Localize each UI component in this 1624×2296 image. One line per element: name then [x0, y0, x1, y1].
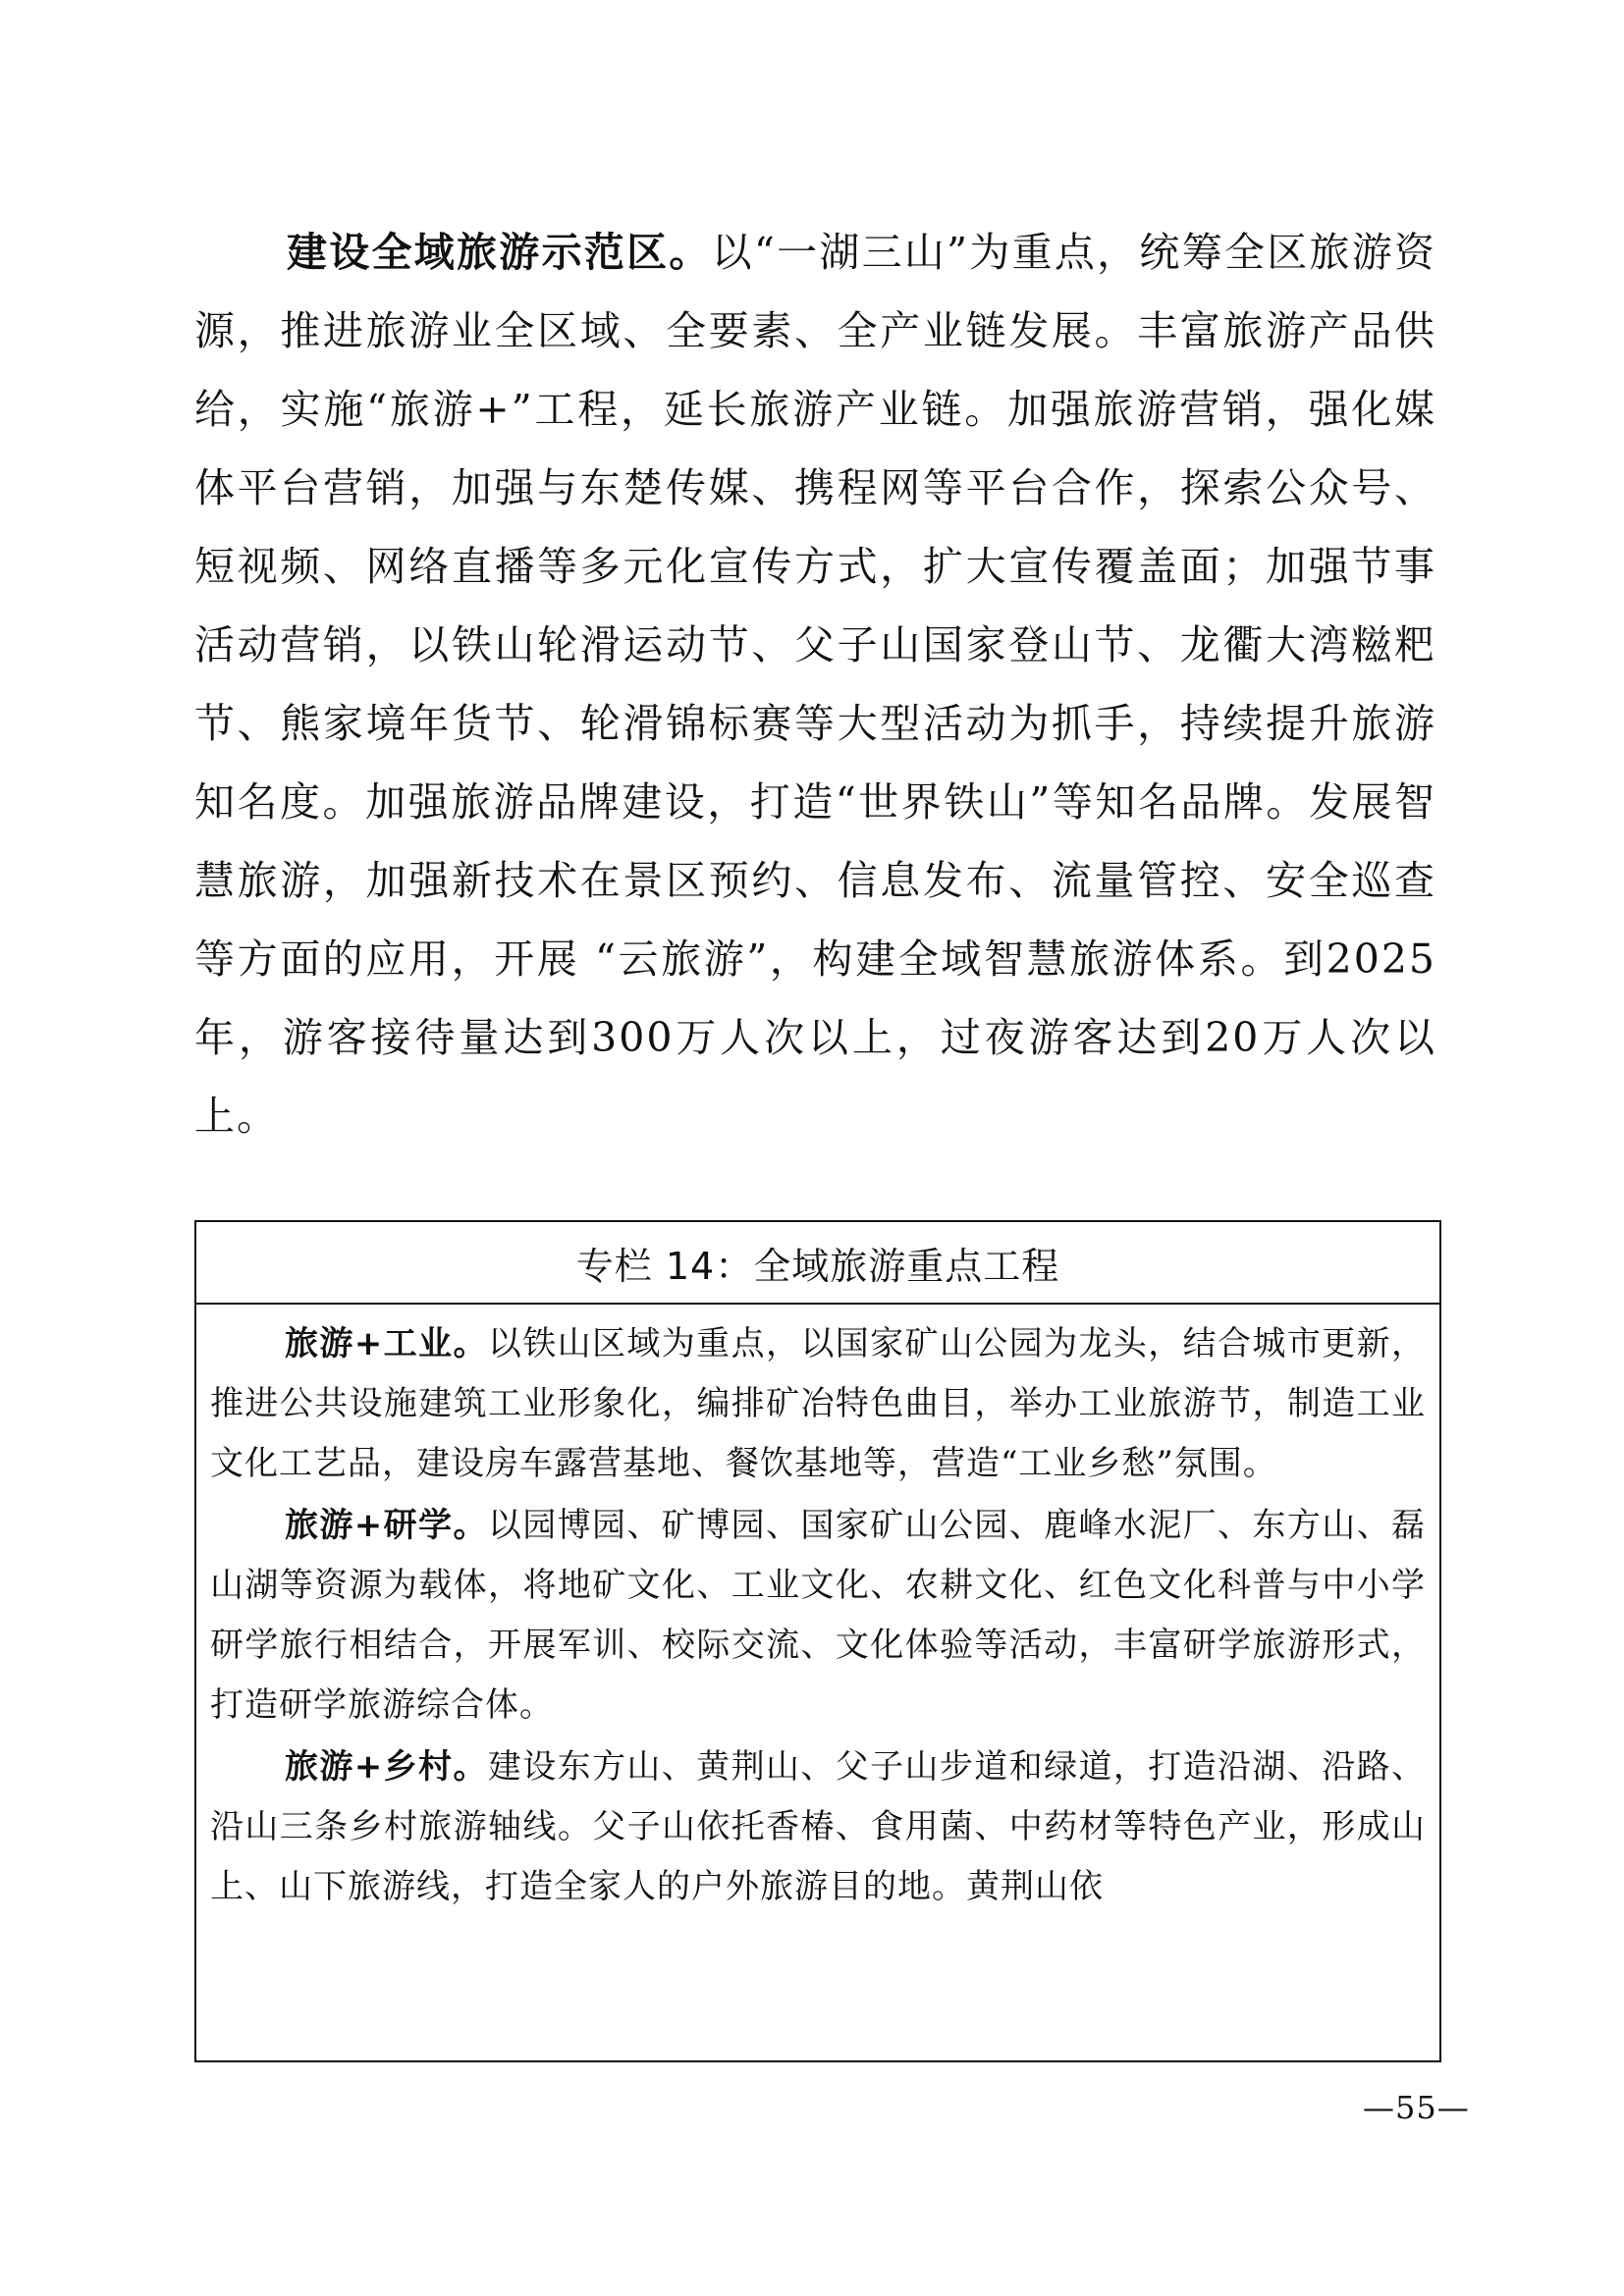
column-paragraph-heading: 旅游+工业。: [285, 1324, 488, 1363]
main-paragraph-body: 以“一湖三山”为重点，统筹全区旅游资源，推进旅游业全区域、全要素、全产业链发展。丰富旅游产品供给，实施“旅游+”工程，延长旅游产业链。加强旅游营销，强化媒体平台营销，加强与东楚传媒、携程网等平台合作，探索公众号、短视频、网络直播等多元化宣传方式，扩大宣传覆盖面；加强节事活动营销，以铁山轮滑运动节、父子山国家登山节、龙衢大湾糍粑节、熊家境年货节、轮滑锦标赛等大型活动为抓手，持续提升旅游知名度。加强旅游品牌建设，打造“世界铁山”等知名品牌。发展智慧旅游，加强新技术在景区预约、信息发布、流量管控、安全巡查等方面的应用，开展 “云旅游”，构建全域智慧旅游体系。到2025年，游客接待量达到300万人次以上，过夜游客达到20万人次以上。: [194, 229, 1437, 1140]
column-paragraph-heading: 旅游+乡村。: [285, 1747, 488, 1787]
column-paragraph-text: 建设东方山、黄荆山、父子山步道和绿道，打造沿湖、沿路、沿山三条乡村旅游轴线。父子山依托香椿、食用菌、中药材等特色产业，形成山上、山下旅游线，打造全家人的户外旅游目的地。黄荆山依: [210, 1747, 1426, 1906]
page-number: —55—: [1363, 2089, 1470, 2126]
column-box-body: [196, 1305, 1439, 1917]
column-paragraph-text: 以园博园、矿博园、国家矿山公园、鹿峰水泥厂、东方山、磊山湖等资源为载体，将地矿文化、工业文化、农耕文化、红色文化科普与中小学研学旅行相结合，开展军训、校际交流、文化体验等活动，丰富研学旅游形式，打造研学旅游综合体。: [210, 1506, 1426, 1725]
main-paragraph: [194, 213, 1436, 1155]
column-paragraph-industry: [210, 1314, 1426, 1494]
column-paragraph-study: [210, 1496, 1426, 1735]
main-paragraph-heading: 建设全域旅游示范区。: [287, 229, 712, 276]
column-paragraph-rural: [210, 1737, 1426, 1917]
column-paragraph-heading: 旅游+研学。: [285, 1506, 488, 1545]
column-paragraph-text: 以铁山区域为重点，以国家矿山公园为龙头，结合城市更新，推进公共设施建筑工业形象化，编排矿冶特色曲目，举办工业旅游节，制造工业文化工艺品，建设房车露营基地、餐饮基地等，营造“工业乡愁”氛围。: [210, 1324, 1426, 1483]
column-box-title: 专栏 14：全域旅游重点工程: [196, 1222, 1439, 1305]
column-box: [194, 1220, 1441, 2062]
